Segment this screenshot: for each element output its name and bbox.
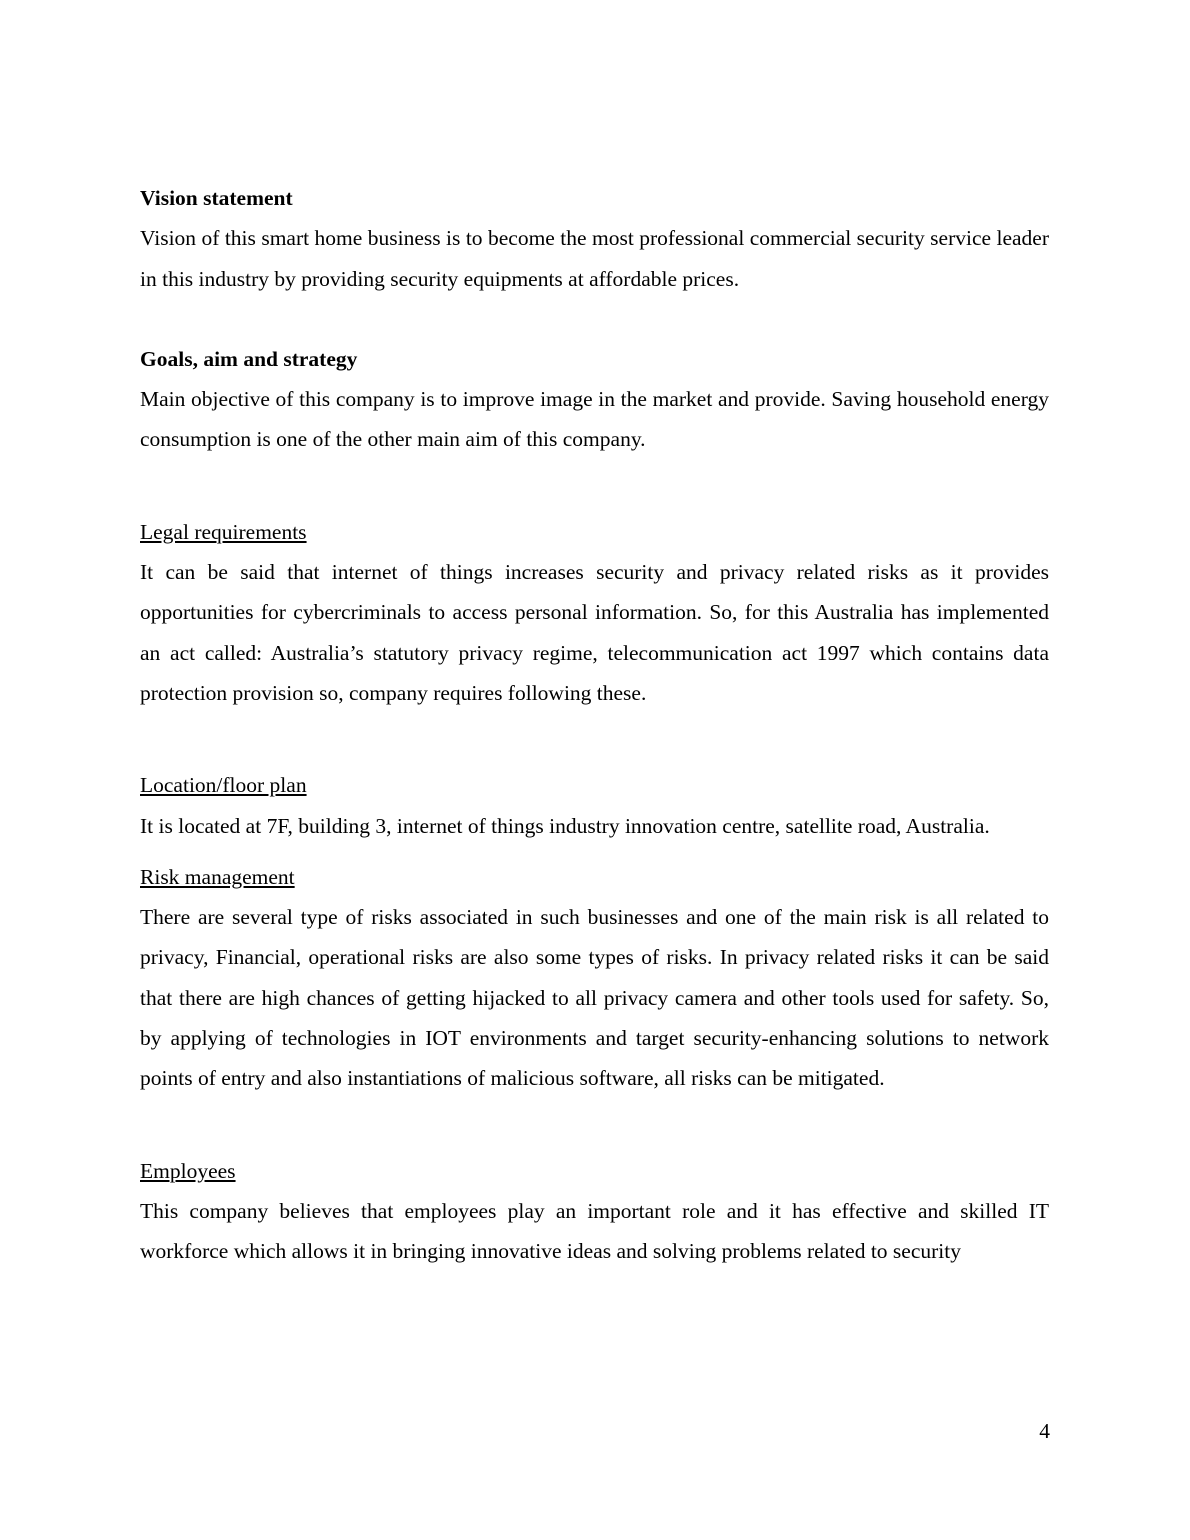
vision-heading: Vision statement (140, 186, 293, 210)
spacer (140, 299, 1049, 339)
risk-body: There are several type of risks associated in such businesses and one of the main risk is all related to privacy, Financial, operational risks are also some types of risks. In privacy related risks it can be said that there are high chances of getting hijacked to all privacy camera and other tools used for safety. So, by applying of technologies in IOT environments and target security-enhancing solutions to network points of entry and also instantiations of malicious software, all risks can be mitigated. (140, 905, 1049, 1091)
location-heading: Location/floor plan (140, 773, 307, 798)
page-content (140, 178, 1049, 1272)
vision-body: Vision of this smart home business is to become the most professional commercial security service leader in this industry by providing security equipments at affordable prices. (140, 226, 1049, 291)
goals-heading: Goals, aim and strategy (140, 346, 358, 371)
spacer (140, 1099, 1049, 1151)
risk-heading: Risk management (140, 864, 295, 889)
legal-body: It can be said that internet of things increases security and privacy related risks as it provides opportunities for cybercriminals to access personal information. So, for this Australia has implemented an act called: Australia’s statutory privacy regime, telecommunication act 1997 which contains data protection provision so, company requires following these. (140, 560, 1049, 705)
legal-heading: Legal requirements (140, 519, 307, 544)
employees-body: This company believes that employees play an important role and it has effective and skilled IT workforce which allows it in bringing innovative ideas and solving problems related to security (140, 1198, 1049, 1264)
employees-heading: Employees (140, 1158, 236, 1183)
location-body: It is located at 7F, building 3, internet of things industry innovation centre, satellite road, Australia. (140, 813, 990, 838)
spacer (140, 846, 1049, 857)
spacer (140, 713, 1049, 765)
goals-body: Main objective of this company is to improve image in the market and provide. Saving household energy consumption is one of the other main aim of this company. (140, 387, 1049, 452)
spacer (140, 460, 1049, 512)
page-number: 4 (1039, 1419, 1050, 1443)
